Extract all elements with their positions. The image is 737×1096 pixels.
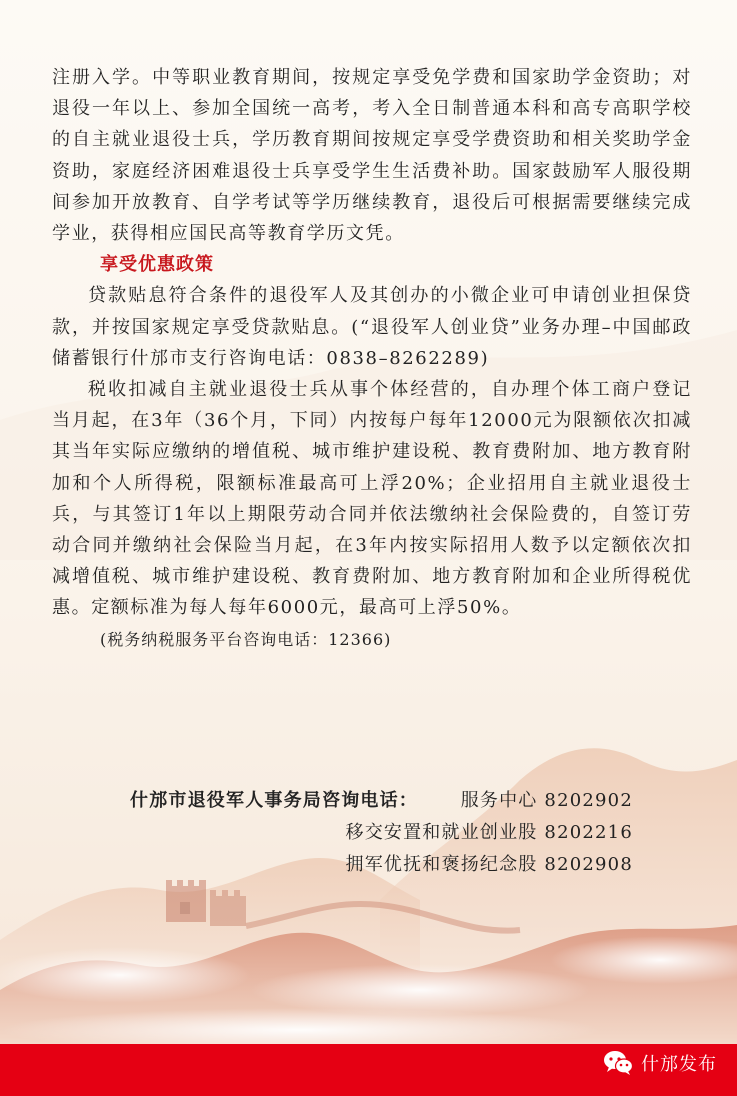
paragraph-education: 注册入学。中等职业教育期间，按规定享受免学费和国家助学金资助；对退役一年以上、参加全国统一高考，考入全日制普通本科和高专高职学校的自主就业退役士兵，学历教育期间按规定享受学费资助和相关奖助学金资助，家庭经济困难退役士兵享受学生生活费补助。国家鼓励军人服役期间参加开放教育、自学考试等学历继续教育，退役后可根据需要继续完成学业，获得相应国民高等教育学历文凭。 (52, 67, 692, 245)
contact-line-service-center: 服务中心 8202902 (460, 790, 633, 811)
contact-row (0, 817, 737, 849)
brand-watermark (603, 1049, 717, 1077)
contact-heading: 什邡市退役军人事务局咨询电话： (130, 790, 418, 811)
section-heading-preferential-policies: 享受优惠政策 (100, 254, 214, 276)
contact-row (0, 785, 737, 817)
contact-line-placement: 移交安置和就业创业股 8202216 (345, 822, 633, 843)
brand-name: 什邡发布 (641, 1054, 717, 1075)
paragraph-tax-deduction: 税收扣减自主就业退役士兵从事个体经营的，自办理个体工商户登记当月起，在3年（36个月，下同）内按每户每年12000元为限额依次扣减其当年实际应缴纳的增值税、城市维护建设税、教育费附加、地方教育附加和个人所得税，限额标准最高可上浮20%；企业招用自主就业退役士兵，与其签订1年以上期限劳动合同并依法缴纳社会保险费的，自签订劳动合同并缴纳社会保险当月起，在3年内按实际招用人数予以定额依次扣减增值税、城市维护建设税、教育费附加、地方教育附加和企业所得税优惠。定额标准为每人每年6000元，最高可上浮50%。 (52, 379, 692, 619)
tax-hotline-note: (税务纳税服务平台咨询电话：12366) (100, 629, 392, 649)
contact-block (0, 785, 737, 881)
wechat-icon (603, 1050, 633, 1076)
paragraph-loan-subsidy: 贷款贴息符合条件的退役军人及其创办的小微企业可申请创业担保贷款，并按国家规定享受贷款贴息。(“退役军人创业贷”业务办理–中国邮政储蓄银行什邡市支行咨询电话：0838–8262289) (52, 285, 692, 369)
contact-line-support: 拥军优抚和褒扬纪念股 8202908 (345, 854, 633, 875)
contact-row (0, 849, 737, 881)
article-body (52, 62, 692, 655)
